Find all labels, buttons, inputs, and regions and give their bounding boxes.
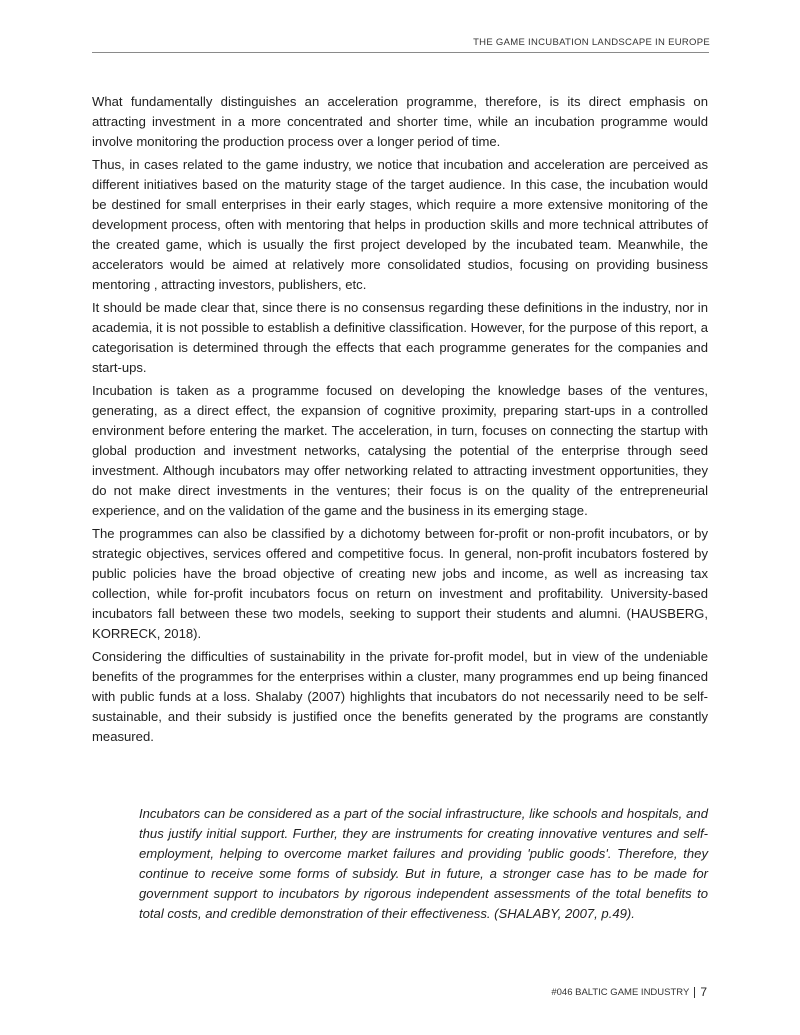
block-quote-text: Incubators can be considered as a part of the social infrastructure, like schools and hospitals, and thus justify initial support. Further, they are instruments for creating innovative ventures and self-employment, helping to overcome market failures and providing 'public goods'. Therefore, they continue to receive some forms of subsidy. But in future, a stronger case has to be made for government support to incubators by rigorous independent assessments of the total benefits to total costs, and credible demonstration of their effectiveness. (SHALABY, 2007, p.49). xyxy=(139,806,708,921)
footer-publication: #046 BALTIC GAME INDUSTRY xyxy=(551,986,690,998)
main-body-text xyxy=(92,92,708,750)
block-quote xyxy=(139,804,708,924)
body-paragraph-1: What fundamentally distinguishes an acceleration programme, therefore, is its direct emphasis on attracting investment in a more concentrated and shorter time, while an incubation programme would involve monitoring the production process over a longer period of time. xyxy=(92,94,708,149)
body-paragraph-3: It should be made clear that, since there is no consensus regarding these definitions in the industry, nor in academia, it is not possible to establish a definitive classification. However, for the purpose of this report, a categorisation is determined through the effects that each programme generates for the companies and start-ups. xyxy=(92,300,708,375)
running-header-title: THE GAME INCUBATION LANDSCAPE IN EUROPE xyxy=(473,37,710,48)
body-paragraph-4: Incubation is taken as a programme focused on developing the knowledge bases of the ventures, generating, as a direct effect, the expansion of cognitive proximity, preparing start-ups in a controlled environment before entering the market. The acceleration, in turn, focuses on connecting the startup with global production and investment networks, catalysing the potential of the enterprise through seed investment. Although incubators may offer networking related to attracting investment opportunities, they do not make direct investments in the ventures; their focus is on the quality of the entrepreneurial experience, and on the validation of the game and the business in its emerging stage. xyxy=(92,383,708,518)
body-paragraph-6: Considering the difficulties of sustainability in the private for-profit model, but in view of the undeniable benefits of the programmes for the enterprises within a cluster, many programmes end up being financed with public funds at a loss. Shalaby (2007) highlights that incubators do not necessarily need to be self-sustainable, and their subsidy is justified once the benefits generated by the programs are constantly measured. xyxy=(92,649,708,744)
body-paragraph-5: The programmes can also be classified by a dichotomy between for-profit or non-profit incubators, or by strategic objectives, services offered and competitive focus. In general, non-profit incubators fostered by public policies have the broad objective of creating new jobs and income, as well as increasing tax collection, while for-profit incubators focus on return on investment and profitability. University-based incubators fall between these two models, seeking to support their students and alumni. (HAUSBERG, KORRECK, 2018). xyxy=(92,526,708,641)
footer-separator xyxy=(694,987,695,998)
page-number: 7 xyxy=(700,985,707,999)
body-paragraph-2: Thus, in cases related to the game industry, we notice that incubation and acceleration are perceived as different initiatives based on the maturity stage of the target audience. In this case, the incubation would be destined for small enterprises in their early stages, which require a more extensive monitoring of the development process, often with mentoring that helps in production skills and more technical attributes of the created game, which is usually the first project developed by the incubated team. Meanwhile, the accelerators would be aimed at relatively more consolidated studios, focusing on providing business mentoring , attracting investors, publishers, etc. xyxy=(92,157,708,292)
header-divider xyxy=(92,52,709,53)
page-footer xyxy=(551,985,707,999)
